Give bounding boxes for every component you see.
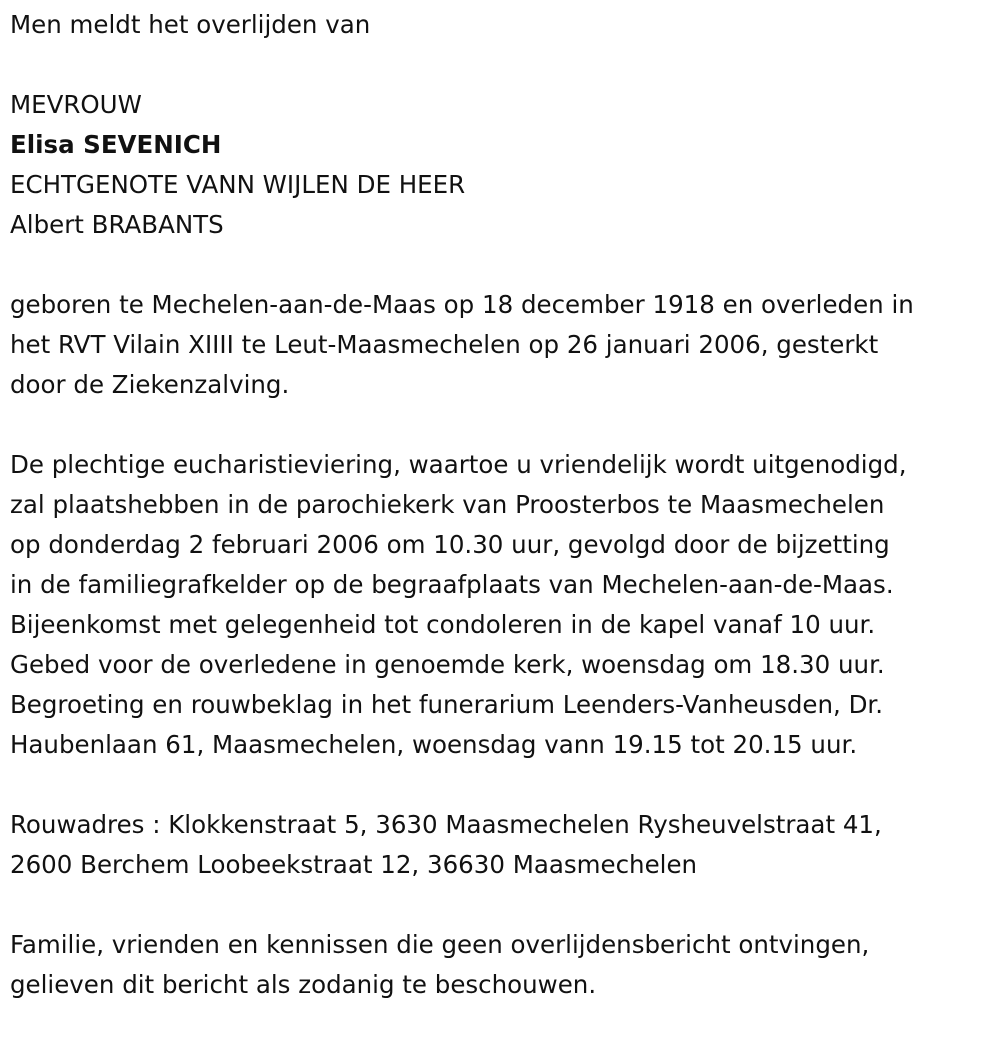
- paragraph-line: geboren te Mechelen-aan-de-Maas op 18 december 1918 en overleden in: [10, 290, 914, 319]
- spacer: [10, 885, 995, 925]
- spacer: [10, 765, 995, 805]
- paragraph-line: Gebed voor de overledene in genoemde kerk, woensdag om 18.30 uur.: [10, 650, 885, 679]
- deceased-name: Elisa SEVENICH: [10, 130, 222, 159]
- paragraph-line: op donderdag 2 februari 2006 om 10.30 uur, gevolgd door de bijzetting: [10, 530, 890, 559]
- paragraph-line: het RVT Vilain XIIII te Leut-Maasmechelen op 26 januari 2006, gesterkt: [10, 330, 879, 359]
- title-text: MEVROUW: [10, 90, 142, 119]
- closing-paragraph: [10, 925, 995, 1005]
- address-paragraph: [10, 805, 995, 885]
- ceremony-paragraph: [10, 445, 995, 765]
- paragraph-line: door de Ziekenzalving.: [10, 370, 290, 399]
- paragraph-line: Rouwadres : Klokkenstraat 5, 3630 Maasmechelen Rysheuvelstraat 41,: [10, 810, 882, 839]
- paragraph-line: in de familiegrafkelder op de begraafplaats van Mechelen-aan-de-Maas.: [10, 570, 894, 599]
- relation-text: ECHTGENOTE VANN WIJLEN DE HEER: [10, 170, 466, 199]
- paragraph-line: zal plaatshebben in de parochiekerk van Proosterbos te Maasmechelen: [10, 490, 885, 519]
- spouse-name: Albert BRABANTS: [10, 210, 224, 239]
- spacer: [10, 45, 995, 85]
- paragraph-line: 2600 Berchem Loobeekstraat 12, 36630 Maasmechelen: [10, 850, 698, 879]
- paragraph-line: gelieven dit bericht als zodanig te beschouwen.: [10, 970, 597, 999]
- paragraph-line: Begroeting en rouwbeklag in het funerarium Leenders-Vanheusden, Dr.: [10, 690, 884, 719]
- paragraph-line: Bijeenkomst met gelegenheid tot condoleren in de kapel vanaf 10 uur.: [10, 610, 876, 639]
- birth-death-paragraph: [10, 285, 995, 405]
- spacer: [10, 405, 995, 445]
- paragraph-line: Familie, vrienden en kennissen die geen overlijdensbericht ontvingen,: [10, 930, 870, 959]
- paragraph-line: De plechtige eucharistieviering, waartoe u vriendelijk wordt uitgenodigd,: [10, 450, 907, 479]
- intro-text: Men meldt het overlijden van: [10, 10, 371, 39]
- paragraph-line: Haubenlaan 61, Maasmechelen, woensdag vann 19.15 tot 20.15 uur.: [10, 730, 858, 759]
- spacer: [10, 245, 995, 285]
